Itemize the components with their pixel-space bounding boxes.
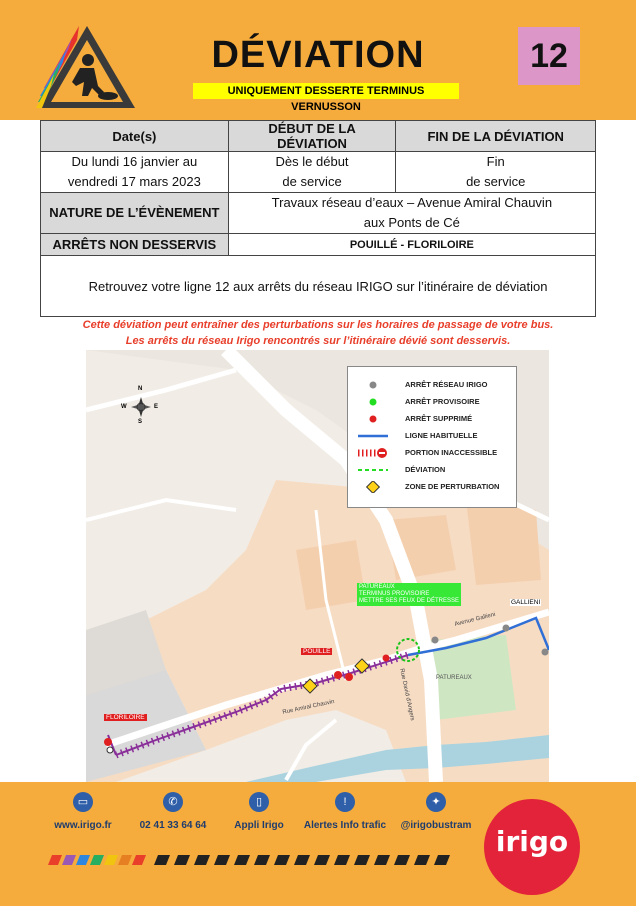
start-cell: Dès le début de service <box>228 152 396 193</box>
phone-icon: ✆ <box>163 792 183 812</box>
message-cell: Retrouvez votre ligne 12 aux arrêts du réseau IRIGO sur l’itinéraire de déviation <box>41 256 596 317</box>
legend-item: LIGNE HABITUELLE <box>405 431 478 440</box>
legend-item: ARRÊT PROVISOIRE <box>348 396 516 408</box>
table-row <box>41 234 596 256</box>
info-table <box>40 120 596 317</box>
header-end: FIN DE LA DÉVIATION <box>396 121 596 152</box>
header-start: DÉBUT DE LA DÉVIATION <box>228 121 396 152</box>
header-dates: Date(s) <box>41 121 229 152</box>
legend-item: ARRÊT RÉSEAU IRIGO <box>348 379 516 391</box>
street-label-gallieni: Avenue Gallieni <box>454 611 497 628</box>
street-label-angers: Rue David d'Angers <box>398 668 416 722</box>
table-row <box>41 193 596 234</box>
nature-value: Travaux réseau d’eaux – Avenue Amiral Chauvin aux Ponts de Cé <box>228 193 595 234</box>
stop-label-floriloire: FLORILOIRE <box>106 714 145 721</box>
footer-item-phone[interactable]: ✆ 02 41 33 64 64 <box>128 792 218 831</box>
subtitle-banner: UNIQUEMENT DESSERTE TERMINUS VERNUSSON <box>193 83 459 99</box>
terminus-note: PATUREAUX TERMINUS PROVISOIRE METTRE SES FEUX DE DÉTRESSE <box>359 584 460 604</box>
color-stripes <box>48 855 453 865</box>
line-number-badge: 12 <box>518 27 580 85</box>
compass-north-label: N <box>138 386 143 392</box>
table-row <box>41 152 596 193</box>
legend-item: PORTION INACCESSIBLE <box>348 447 516 459</box>
dates-cell: Du lundi 16 janvier au vendredi 17 mars 2023 <box>41 152 229 193</box>
stop-label-gallieni: GALLIENI <box>511 599 541 606</box>
footer-item-app[interactable]: ▯ Appli Irigo <box>229 792 289 831</box>
end-cell: Fin de service <box>396 152 596 193</box>
alert-icon: ! <box>335 792 355 812</box>
legend-item: ZONE DE PERTURBATION <box>348 481 516 493</box>
footer-item-alerts[interactable]: ! Alertes Info trafic <box>297 792 393 831</box>
nature-label: NATURE DE L’ÉVÈNEMENT <box>41 193 229 234</box>
page-title: DÉVIATION <box>211 34 425 76</box>
map-legend <box>347 366 517 508</box>
legend-item: DÉVIATION <box>405 465 446 474</box>
compass-east-label: E <box>154 404 159 410</box>
stops-value: POUILLÉ - FLORILOIRE <box>228 234 595 256</box>
street-label-chauvin: Rue Amiral Chauvin <box>282 698 336 716</box>
monitor-icon: ▭ <box>73 792 93 812</box>
stop-label-pouille: POUILLE <box>303 648 331 655</box>
smartphone-icon: ▯ <box>249 792 269 812</box>
legend-item: ARRÊT SUPPRIMÉ <box>348 413 516 425</box>
compass-west-label: W <box>121 404 127 410</box>
twitter-icon: ✦ <box>426 792 446 812</box>
table-row <box>41 256 596 317</box>
warning-message: Cette déviation peut entraîner des perturbations sur les horaires de passage de votre bus. Les arrêts du réseau Irigo rencontrés sur l’itinéraire dévié sont desservis. <box>82 319 554 347</box>
irigo-logo: irigo <box>484 799 580 895</box>
deviation-map <box>86 350 549 782</box>
footer-item-website[interactable]: ▭ www.irigo.fr <box>48 792 118 831</box>
area-label-patureaux: PATUREAUX <box>436 675 472 681</box>
stops-label: ARRÊTS NON DESSERVIS <box>41 234 229 256</box>
table-header-row <box>41 121 596 152</box>
footer-item-twitter[interactable]: ✦ @irigobustram <box>396 792 476 831</box>
compass-south-label: S <box>138 419 143 425</box>
